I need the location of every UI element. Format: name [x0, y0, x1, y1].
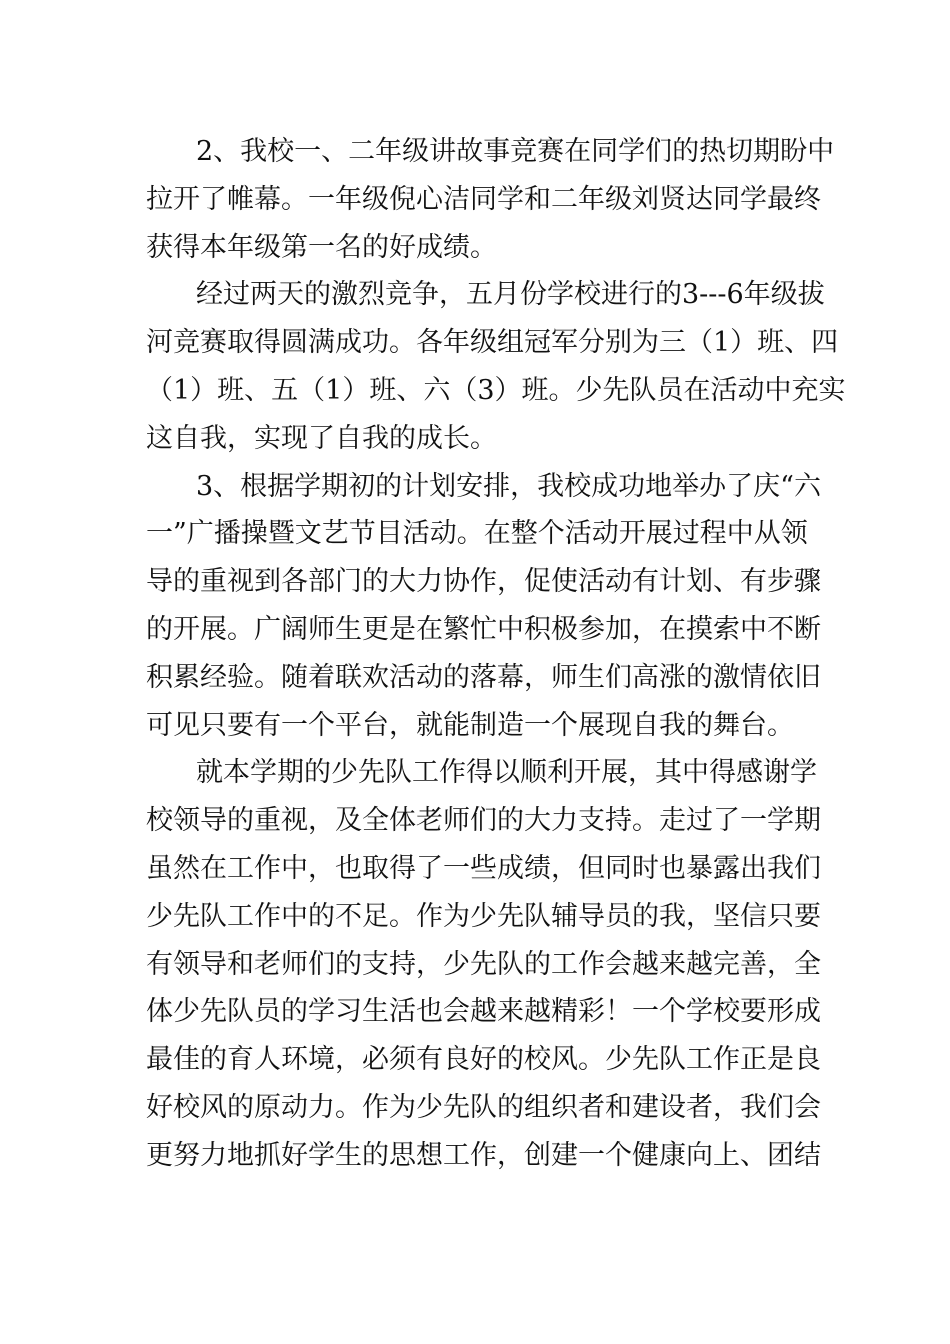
text-line: 积累经验。随着联欢活动的落幕，师生们高涨的激情依旧 — [146, 661, 821, 693]
text-line: 最佳的育人环境，必须有良好的校风。少先队工作正是良 — [146, 1044, 821, 1076]
text-line: （1）班、五（1）班、六（3）班。少先队员在活动中充实 — [146, 374, 846, 406]
text-line: 校领导的重视，及全体老师们的大力支持。走过了一学期 — [146, 805, 821, 837]
text-line: 好校风的原动力。作为少先队的组织者和建设者，我们会 — [146, 1091, 821, 1123]
text-line: 的开展。广阔师生更是在繁忙中积极参加，在摸索中不断 — [146, 613, 821, 645]
text-line: 可见只要有一个平台，就能制造一个展现自我的舞台。 — [146, 709, 794, 741]
text-line: 更努力地抓好学生的思想工作，创建一个健康向上、团结 — [146, 1139, 821, 1171]
paragraph-story-contest — [146, 128, 835, 271]
text-line: 有领导和老师们的支持，少先队的工作会越来越完善，全 — [146, 948, 821, 980]
text-line: 体少先队员的学习生活也会越来越精彩！一个学校要形成 — [146, 996, 821, 1028]
text-line: 3、根据学期初的计划安排，我校成功地举办了庆“六 — [196, 470, 821, 502]
text-line: 导的重视到各部门的大力协作，促使活动有计划、有步骤 — [146, 566, 821, 598]
text-line: 这自我，实现了自我的成长。 — [146, 422, 497, 454]
text-line: 虽然在工作中，也取得了一些成绩，但同时也暴露出我们 — [146, 852, 821, 884]
text-line: 经过两天的激烈竞争，五月份学校进行的3---6年级拔 — [196, 279, 825, 311]
text-line: 获得本年级第一名的好成绩。 — [146, 231, 497, 263]
text-line: 河竞赛取得圆满成功。各年级组冠军分别为三（1）班、四 — [146, 327, 839, 359]
text-line: 2、我校一、二年级讲故事竞赛在同学们的热切期盼中 — [196, 136, 835, 167]
text-line: 少先队工作中的不足。作为少先队辅导员的我，坚信只要 — [146, 900, 821, 932]
document-body — [146, 128, 846, 1180]
paragraph-childrens-day — [146, 463, 821, 750]
paragraph-summary — [146, 749, 821, 1179]
text-line: 一”广播操暨文艺节目活动。在整个活动开展过程中从领 — [146, 518, 808, 550]
paragraph-tug-of-war — [146, 271, 846, 462]
text-line: 就本学期的少先队工作得以顺利开展，其中得感谢学 — [196, 757, 817, 789]
text-line: 拉开了帷幕。一年级倪心洁同学和二年级刘贤达同学最终 — [146, 183, 821, 215]
